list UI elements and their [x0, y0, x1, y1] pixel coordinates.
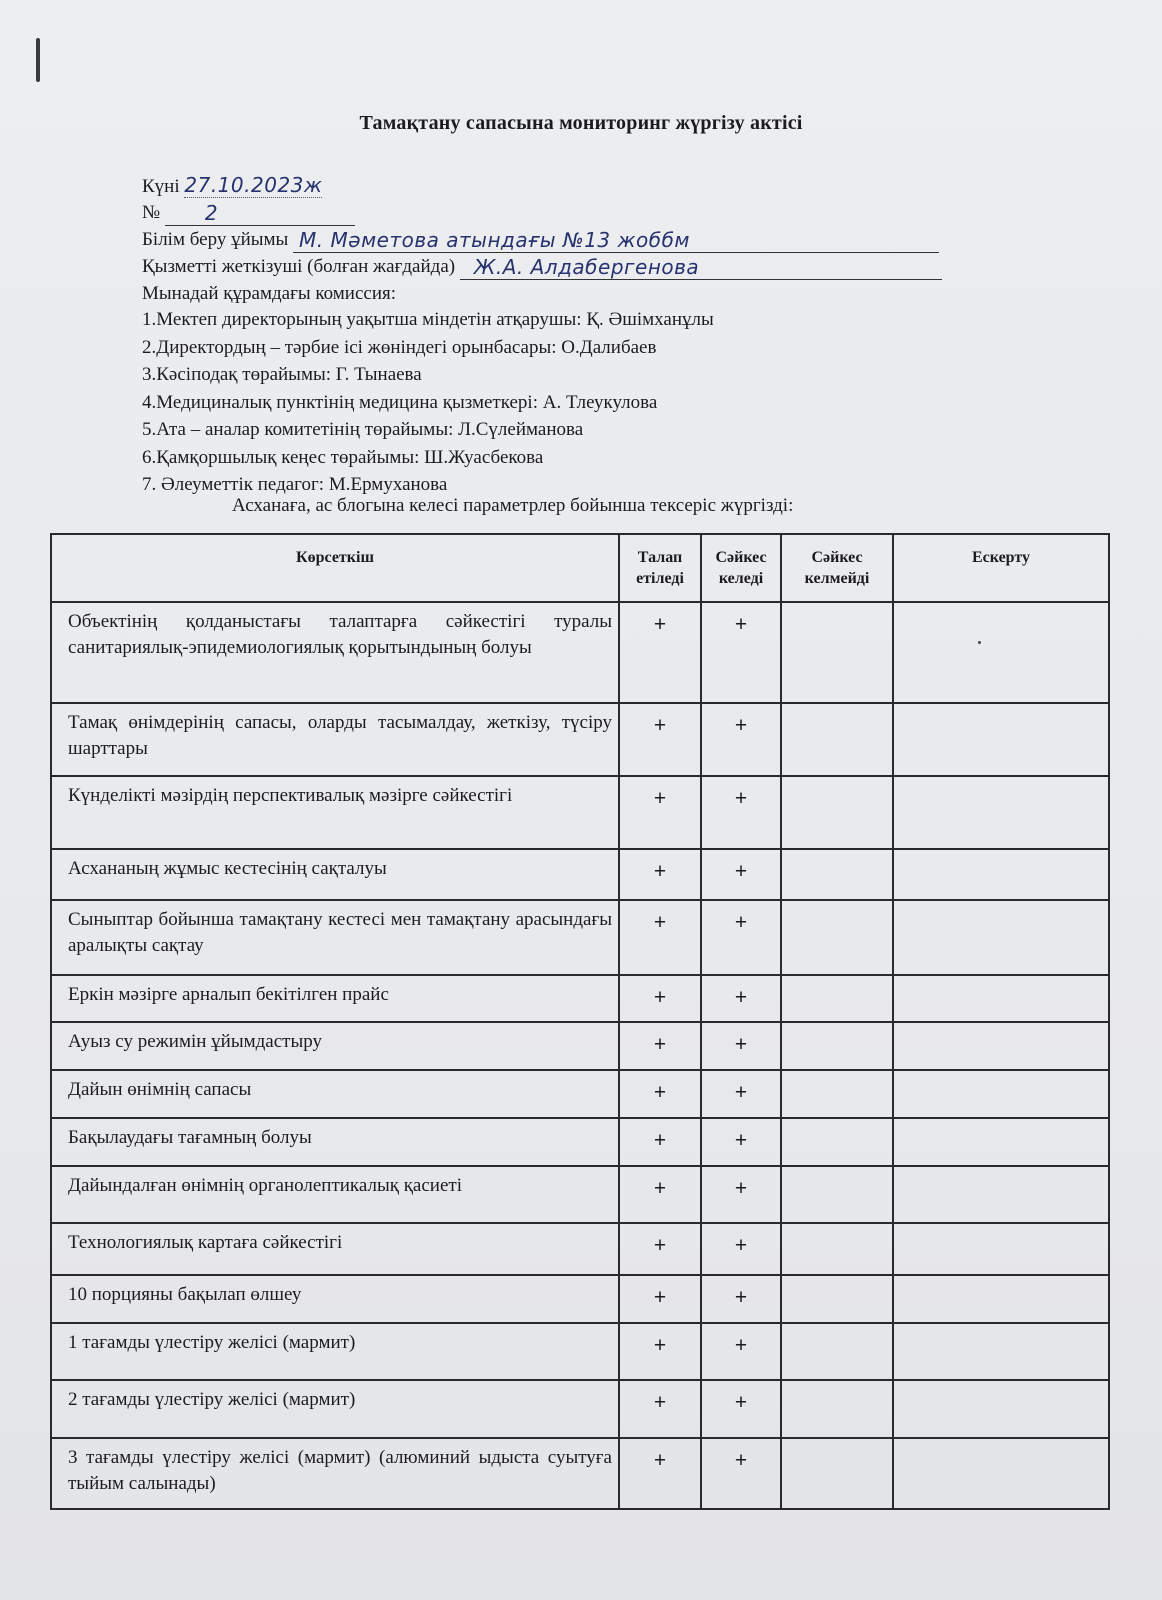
- supplier-label: Қызметті жеткізуші (болған жағдайда): [142, 256, 456, 277]
- compliant-cell: +: [701, 776, 781, 849]
- required-cell: +: [619, 1323, 701, 1380]
- compliant-cell: +: [701, 703, 781, 776]
- supplier-value: Ж.А. Алдабергенова: [460, 255, 942, 280]
- number-label: №: [142, 202, 161, 223]
- compliant-cell: +: [701, 1070, 781, 1118]
- note-cell: [893, 975, 1109, 1022]
- noncompliant-cell: [781, 1118, 893, 1166]
- compliant-cell: +: [701, 1118, 781, 1166]
- member-item: 7. Әлеуметтік педагог: М.Ермуханова: [142, 474, 448, 495]
- margin-pen-mark: [36, 38, 40, 82]
- compliant-cell: +: [701, 1022, 781, 1070]
- member-item: 2.Директордың – тәрбие ісі жөніндегі орынбасары: О.Далибаев: [142, 336, 657, 358]
- required-cell: +: [619, 776, 701, 849]
- noncompliant-cell: [781, 900, 893, 975]
- required-cell: +: [619, 1118, 701, 1166]
- required-cell: +: [619, 1166, 701, 1223]
- indicator-cell: Дайын өнімнің сапасы: [51, 1070, 619, 1118]
- organization-label: Білім беру ұйымы: [142, 229, 289, 250]
- note-cell: [893, 703, 1109, 776]
- required-cell: +: [619, 1275, 701, 1323]
- table-row: [51, 1323, 1109, 1380]
- indicator-cell: Сыныптар бойынша тамақтану кестесі мен тамақтану арасындағы аралықты сақтау: [51, 900, 619, 975]
- compliant-cell: +: [701, 1380, 781, 1438]
- table-row: [51, 1223, 1109, 1275]
- compliant-cell: +: [701, 849, 781, 900]
- compliant-cell: +: [701, 1438, 781, 1509]
- table-row: [51, 1275, 1109, 1323]
- required-cell: +: [619, 1022, 701, 1070]
- compliant-cell: +: [701, 1275, 781, 1323]
- note-cell: [893, 1380, 1109, 1438]
- noncompliant-cell: [781, 1275, 893, 1323]
- compliant-cell: +: [701, 900, 781, 975]
- noncompliant-cell: [781, 1070, 893, 1118]
- document-title: Тамақтану сапасына мониторинг жүргізу актісі: [359, 112, 803, 134]
- table-row: [51, 900, 1109, 975]
- indicator-cell: Тамақ өнімдерінің сапасы, оларды тасымалдау, жеткізу, түсіру шарттары: [51, 703, 619, 776]
- table-row: [51, 849, 1109, 900]
- noncompliant-cell: [781, 1438, 893, 1509]
- supplier-line: [142, 253, 1002, 280]
- note-cell: [893, 1118, 1109, 1166]
- table-row: [51, 1438, 1109, 1509]
- indicator-cell: Күнделікті мәзірдің перспективалық мәзірге сәйкестігі: [51, 776, 619, 849]
- indicator-cell: Еркін мәзірге арналып бекітілген прайс: [51, 975, 619, 1022]
- header-indicator: Көрсеткіш: [51, 534, 619, 602]
- table-row: [51, 776, 1109, 849]
- table-header-row: [51, 534, 1109, 602]
- header-fields: [142, 172, 1002, 307]
- required-cell: +: [619, 900, 701, 975]
- required-cell: +: [619, 1070, 701, 1118]
- inspection-intro: Асханаға, ас блогына келесі параметрлер бойынша тексеріс жүргізді:: [232, 495, 794, 516]
- compliant-cell: +: [701, 1323, 781, 1380]
- noncompliant-cell: [781, 1022, 893, 1070]
- noncompliant-cell: [781, 776, 893, 849]
- indicator-cell: 2 тағамды үлестіру желісі (мармит): [51, 1380, 619, 1438]
- commission-label: Мынадай құрамдағы комиссия:: [142, 283, 397, 304]
- header-compliant: Сәйкес келеді: [701, 534, 781, 602]
- table-row: [51, 1166, 1109, 1223]
- noncompliant-cell: [781, 1380, 893, 1438]
- member-item: 6.Қамқоршылық кеңес төрайымы: Ш.Жуасбекова: [142, 446, 544, 468]
- note-cell: [893, 900, 1109, 975]
- table-row: [51, 975, 1109, 1022]
- indicator-cell: Бақылаудағы тағамның болуы: [51, 1118, 619, 1166]
- indicator-cell: Ауыз су режимін ұйымдастыру: [51, 1022, 619, 1070]
- compliant-cell: +: [701, 602, 781, 703]
- number-value: 2: [165, 201, 355, 226]
- noncompliant-cell: [781, 703, 893, 776]
- note-cell: [893, 1166, 1109, 1223]
- table-row: [51, 1070, 1109, 1118]
- required-cell: +: [619, 849, 701, 900]
- indicator-cell: 1 тағамды үлестіру желісі (мармит): [51, 1323, 619, 1380]
- noncompliant-cell: [781, 1166, 893, 1223]
- organization-line: [142, 226, 1002, 253]
- note-cell: [893, 776, 1109, 849]
- member-item: 4.Медициналық пунктінің медицина қызметкері: А. Тлеукулова: [142, 391, 658, 413]
- note-cell: [893, 1022, 1109, 1070]
- required-cell: +: [619, 703, 701, 776]
- noncompliant-cell: [781, 1223, 893, 1275]
- indicator-cell: Дайындалған өнімнің органолептикалық қасиеті: [51, 1166, 619, 1223]
- note-cell: [893, 1070, 1109, 1118]
- date-line: [142, 172, 1002, 199]
- note-cell: [893, 602, 1109, 703]
- note-cell: [893, 849, 1109, 900]
- ink-dot: [978, 641, 981, 644]
- noncompliant-cell: [781, 602, 893, 703]
- date-label: Күні: [142, 176, 180, 197]
- header-noncompliant: Сәйкес келмейді: [781, 534, 893, 602]
- indicator-cell: 10 порцияны бақылап өлшеу: [51, 1275, 619, 1323]
- required-cell: +: [619, 1438, 701, 1509]
- indicator-cell: 3 тағамды үлестіру желісі (мармит) (алюминий ыдыста суытуға тыйым салынады): [51, 1438, 619, 1509]
- inspection-table: [50, 533, 1110, 1510]
- table-row: [51, 1380, 1109, 1438]
- compliant-cell: +: [701, 975, 781, 1022]
- noncompliant-cell: [781, 975, 893, 1022]
- note-cell: [893, 1438, 1109, 1509]
- table-row: [51, 602, 1109, 703]
- noncompliant-cell: [781, 1323, 893, 1380]
- indicator-cell: Асхананың жұмыс кестесінің сақталуы: [51, 849, 619, 900]
- header-required: Талап етіледі: [619, 534, 701, 602]
- table-row: [51, 703, 1109, 776]
- date-value: 27.10.2023ж: [184, 173, 323, 197]
- table-row: [51, 1118, 1109, 1166]
- compliant-cell: +: [701, 1223, 781, 1275]
- required-cell: +: [619, 602, 701, 703]
- member-item: 5.Ата – аналар комитетінің төрайымы: Л.Сүлейманова: [142, 419, 584, 440]
- noncompliant-cell: [781, 849, 893, 900]
- note-cell: [893, 1323, 1109, 1380]
- note-cell: [893, 1223, 1109, 1275]
- compliant-cell: +: [701, 1166, 781, 1223]
- organization-value: М. Мәметова атындағы №13 жоббм: [293, 228, 939, 253]
- number-line: [142, 199, 1002, 226]
- header-note: Ескерту: [893, 534, 1109, 602]
- indicator-cell: Технологиялық картаға сәйкестігі: [51, 1223, 619, 1275]
- member-item: 1.Мектеп директорының уақытша міндетін атқарушы: Қ. Әшімханұлы: [142, 309, 714, 330]
- required-cell: +: [619, 1223, 701, 1275]
- table-row: [51, 1022, 1109, 1070]
- required-cell: +: [619, 975, 701, 1022]
- member-item: 3.Кәсіподақ төрайымы: Г. Тынаева: [142, 364, 422, 385]
- indicator-cell: Объектінің қолданыстағы талаптарға сәйкестігі туралы санитариялық-эпидемиологиялық қорытындының болуы: [51, 602, 619, 703]
- note-cell: [893, 1275, 1109, 1323]
- commission-members: [142, 306, 714, 499]
- required-cell: +: [619, 1380, 701, 1438]
